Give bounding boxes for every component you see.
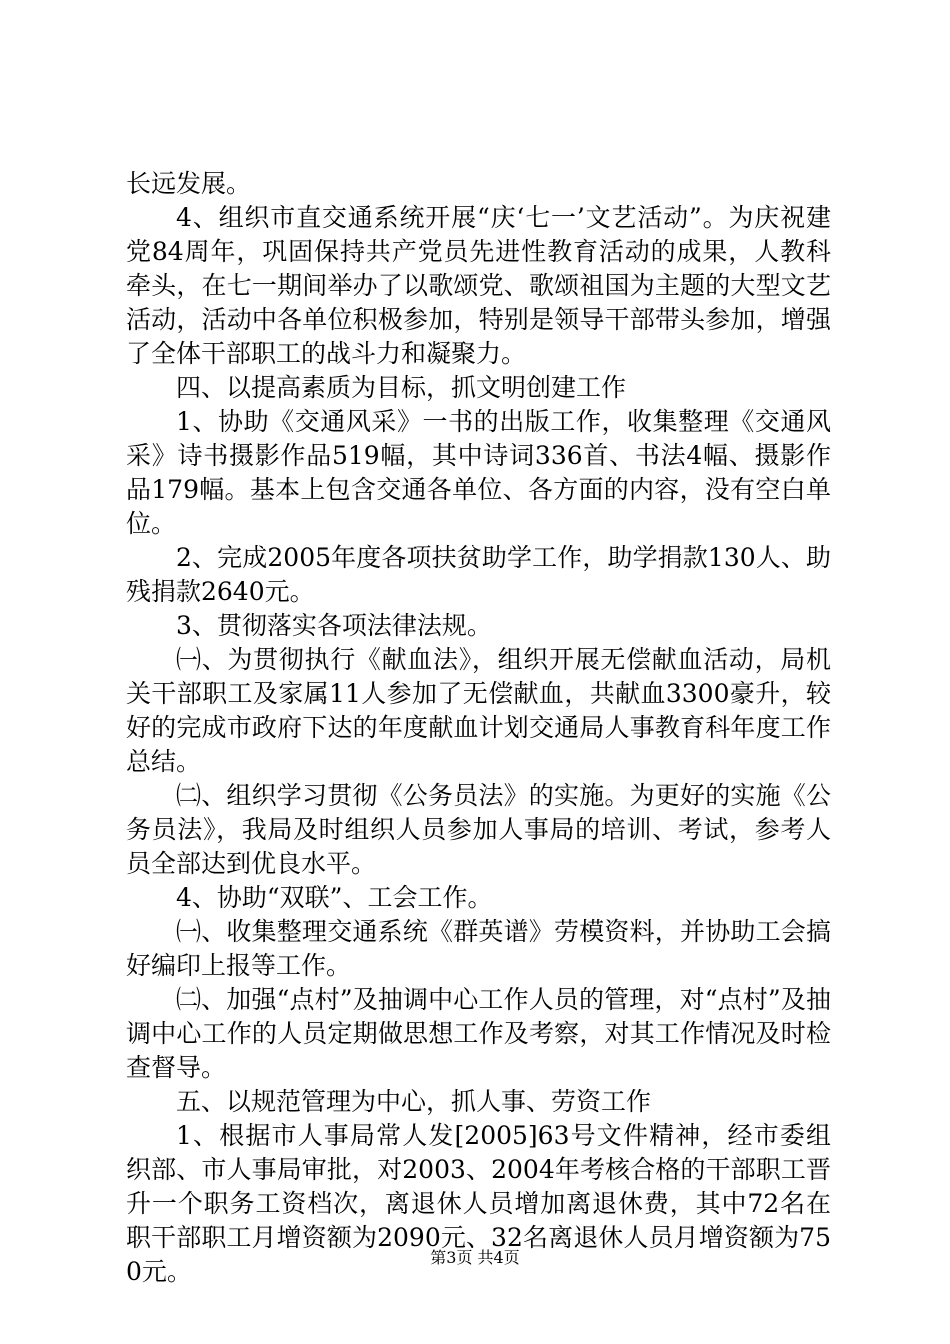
paragraph: ㈡、组织学习贯彻《公务员法》的实施。为更好的实施《公务员法》，我局及时组织人员参加人事局的培训、考试，参考人员全部达到优良水平。 xyxy=(126,781,831,878)
paragraph: ㈡、加强“点村”及抽调中心工作人员的管理，对“点村”及抽调中心工作的人员定期做思想工作及考察，对其工作情况及时检查督导。 xyxy=(126,985,831,1082)
paragraph: ㈠、为贯彻执行《献血法》，组织开展无偿献血活动，局机关干部职工及家属11人参加了无偿献血，共献血3300豪升，较好的完成市政府下达的年度献血计划交通局人事教育科年度工作总结。 xyxy=(126,645,831,776)
document-body xyxy=(126,167,831,1289)
paragraph: 3、贯彻落实各项法律法规。 xyxy=(176,611,492,640)
paragraph: 1、根据市人事局常人发[2005]63号文件精神，经市委组织部、市人事局审批，对2003、2004年考核合格的干部职工晋升一个职务工资档次，离退休人员增加离退休费，其中72名在职干部职工月增资额为2090元、32名离退休人员月增资额为750元。 xyxy=(126,1121,831,1286)
page-number-label: 第3页 共4页 xyxy=(430,1248,520,1267)
paragraph: ㈠、收集整理交通系统《群英谱》劳模资料，并协助工会搞好编印上报等工作。 xyxy=(126,917,831,980)
paragraph: 4、组织市直交通系统开展“庆‘七一’文艺活动”。为庆祝建党84周年，巩固保持共产党员先进性教育活动的成果，人教科牵头，在七一期间举办了以歌颂党、歌颂祖国为主题的大型文艺活动，活动中各单位积极参加，特别是领导干部带头参加，增强了全体干部职工的战斗力和凝聚力。 xyxy=(126,203,831,368)
paragraph: 2、完成2005年度各项扶贫助学工作，助学捐款130人、助残捐款2640元。 xyxy=(126,543,831,606)
paragraph: 1、协助《交通风采》一书的出版工作，收集整理《交通风采》诗书摄影作品519幅，其中诗词336首、书法4幅、摄影作品179幅。基本上包含交通各单位、各方面的内容，没有空白单位。 xyxy=(126,407,831,538)
paragraph: 长远发展。 xyxy=(126,169,252,198)
section-heading: 四、以提高素质为目标，抓文明创建工作 xyxy=(176,373,627,402)
paragraph: 4、协助“双联”、工会工作。 xyxy=(176,883,493,912)
page-footer xyxy=(0,1248,950,1268)
section-heading: 五、以规范管理为中心，抓人事、劳资工作 xyxy=(176,1087,652,1116)
